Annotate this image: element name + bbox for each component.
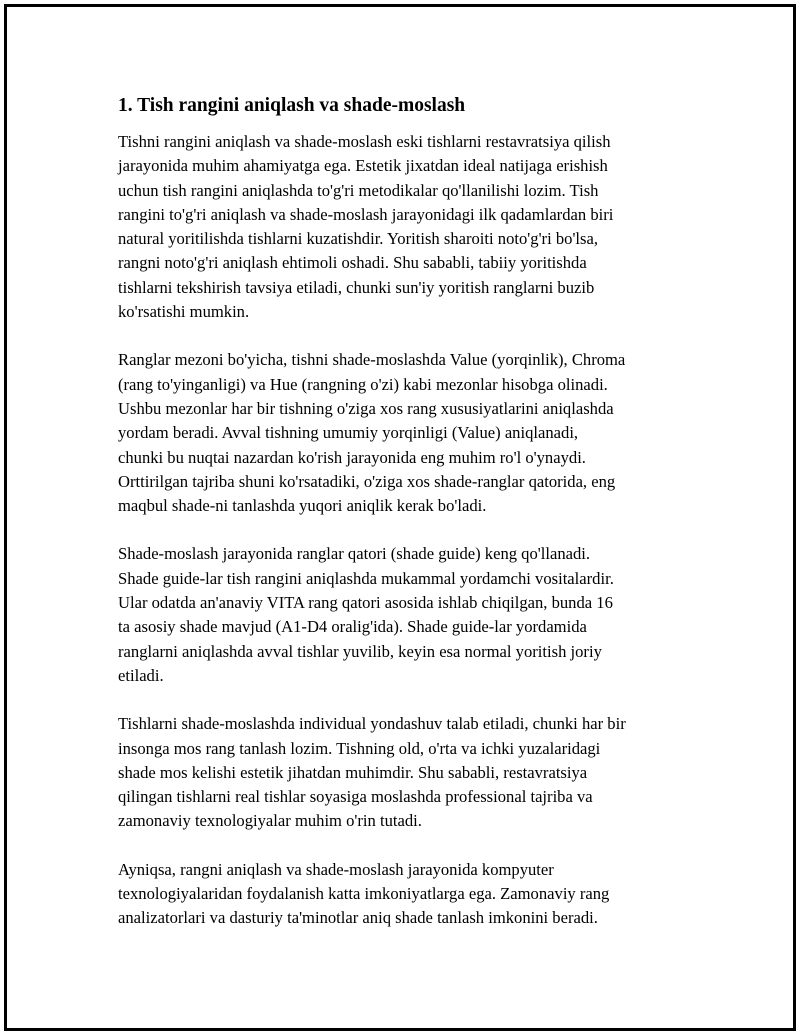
paragraph-line: shade mos kelishi estetik jihatdan muhimdir. Shu sababli, restavratsiya [118, 762, 588, 782]
paragraph-line: Ayniqsa, rangni aniqlash va shade-moslash jarayonida kompyuter [118, 859, 554, 879]
paragraph-line: (rang to'yinganligi) va Hue (rangning o'zi) kabi mezonlar hisobga olinadi. [118, 374, 608, 394]
paragraph-line: Ranglar mezoni bo'yicha, tishni shade-moslashda Value (yorqinlik), Chroma [118, 350, 626, 370]
paragraph-line: natural yoritilishda tishlarni kuzatishdir. Yoritish sharoiti noto'g'ri bo'lsa, [118, 229, 599, 249]
paragraph-line: chunki bu nuqtai nazardan ko'rish jarayonida eng muhim ro'l o'ynaydi. [118, 447, 586, 467]
paragraph-4 [118, 712, 698, 833]
paragraph-line: Shade-moslash jarayonida ranglar qatori (shade guide) keng qo'llanadi. [118, 544, 591, 564]
paragraph-line: etiladi. [118, 665, 164, 685]
paragraph-line: ranglarni aniqlashda avval tishlar yuvilib, keyin esa normal yoritish joriy [118, 641, 602, 661]
paragraph-1 [118, 130, 698, 324]
paragraph-3 [118, 542, 698, 688]
paragraph-line: yordam beradi. Avval tishning umumiy yorqinligi (Value) aniqlanadi, [118, 423, 579, 443]
paragraph-line: Ular odatda an'anaviy VITA rang qatori asosida ishlab chiqilgan, bunda 16 [118, 593, 613, 613]
paragraph-line: uchun tish rangini aniqlashda to'g'ri metodikalar qo'llanilishi lozim. Tish [118, 180, 599, 200]
paragraph-line: insonga mos rang tanlash lozim. Tishning old, o'rta va ichki yuzalaridagi [118, 738, 601, 758]
paragraph-line: maqbul shade-ni tanlashda yuqori aniqlik kerak bo'ladi. [118, 496, 487, 516]
section-heading: 1. Tish rangini aniqlash va shade-moslash [118, 95, 466, 116]
paragraph-line: qilingan tishlarni real tishlar soyasiga moslashda professional tajriba va [118, 787, 593, 807]
paragraph-line: tishlarni tekshirish tavsiya etiladi, chunki sun'iy yoritish ranglarni buzib [118, 277, 595, 297]
paragraph-line: ko'rsatishi mumkin. [118, 302, 250, 322]
paragraph-line: jarayonida muhim ahamiyatga ega. Estetik jixatdan ideal natijaga erishish [118, 156, 608, 176]
paragraph-line: rangini to'g'ri aniqlash va shade-moslash jarayonidagi ilk qadamlardan biri [118, 204, 614, 224]
paragraph-line: ta asosiy shade mavjud (A1-D4 oralig'ida). Shade guide-lar yordamida [118, 617, 587, 637]
paragraph-line: Shade guide-lar tish rangini aniqlashda mukammal yordamchi vositalardir. [118, 568, 614, 588]
paragraph-line: Tishni rangini aniqlash va shade-moslash eski tishlarni restavratsiya qilish [118, 132, 611, 151]
document-body [118, 92, 698, 955]
paragraph-line: texnologiyalaridan foydalanish katta imkoniyatlarga ega. Zamonaviy rang [118, 884, 610, 904]
paragraph-line: Ushbu mezonlar har bir tishning o'ziga xos rang xususiyatlarini aniqlashda [118, 398, 614, 418]
paragraph-line: zamonaviy texnologiyalar muhim o'rin tutadi. [118, 811, 422, 831]
paragraph-line: Orttirilgan tajriba shuni ko'rsatadiki, o'ziga xos shade-ranglar qatorida, eng [118, 471, 616, 491]
paragraph-line: Tishlarni shade-moslashda individual yondashuv talab etiladi, chunki har bir [118, 714, 626, 734]
paragraph-2 [118, 348, 698, 518]
paragraph-line: analizatorlari va dasturiy ta'minotlar aniq shade tanlash imkonini beradi. [118, 908, 598, 928]
paragraph-line: rangni noto'g'ri aniqlash ehtimoli oshadi. Shu sababli, tabiiy yoritishda [118, 253, 587, 273]
paragraph-5 [118, 858, 698, 931]
